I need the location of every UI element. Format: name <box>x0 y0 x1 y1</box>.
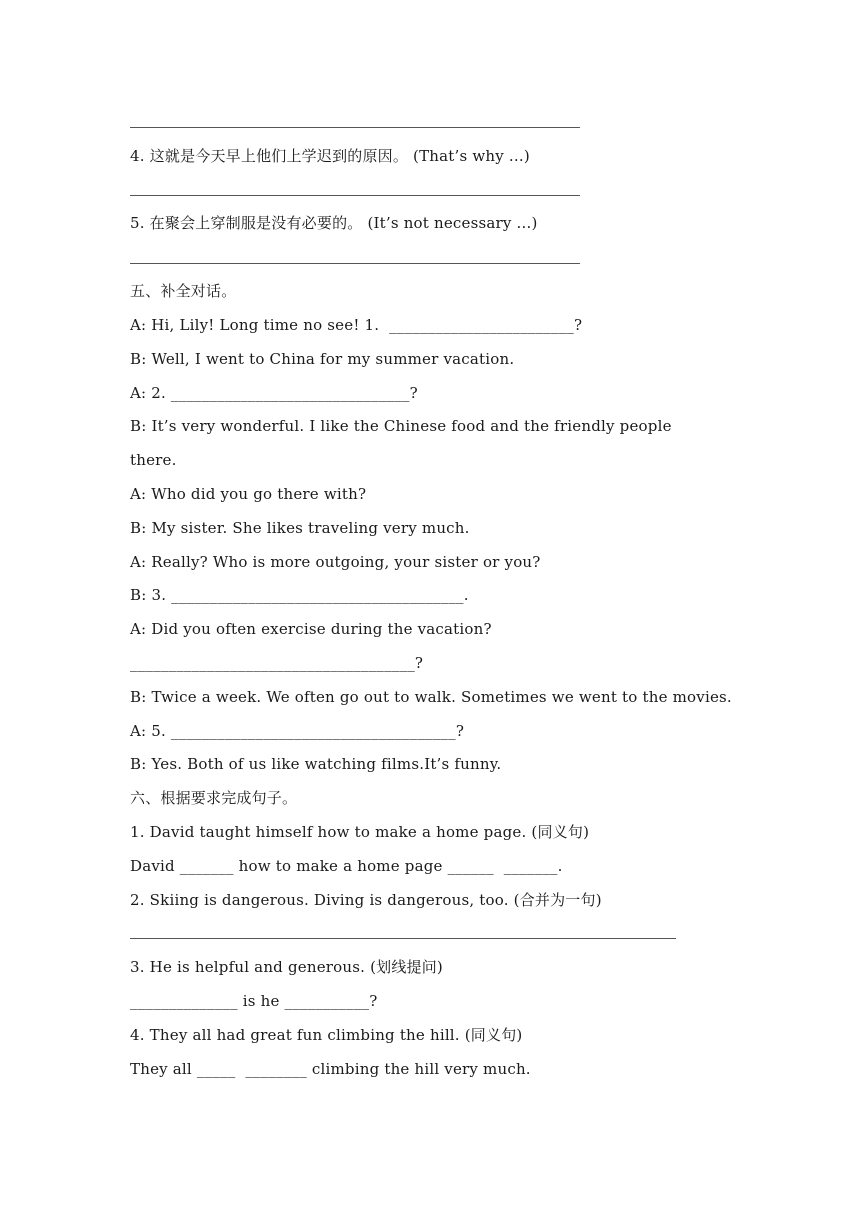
dialogue-line: B: Well, I went to China for my summer vacation. <box>130 350 515 368</box>
answer-line <box>130 263 580 264</box>
dialogue-line: A: 5. _____________________________________? <box>130 722 465 740</box>
dialogue-line: B: It’s very wonderful. I like the Chinese food and the friendly people <box>130 417 672 435</box>
question-4: 4. 这就是今天早上他们上学迟到的原因。 (That’s why ...) <box>130 147 530 165</box>
dialogue-line: B: Yes. Both of us like watching films.It’s funny. <box>130 755 502 773</box>
exercise-line: David _______ how to make a home page ______ _______. <box>130 857 563 875</box>
dialogue-line: A: Really? Who is more outgoing, your sister or you? <box>130 553 541 571</box>
question-5: 5. 在聚会上穿制服是没有必要的。 (It’s not necessary ...) <box>130 214 538 232</box>
dialogue-line: A: Did you often exercise during the vacation? <box>130 620 492 638</box>
dialogue-line: B: 3. ______________________________________. <box>130 586 469 604</box>
dialogue-line: B: My sister. She likes traveling very much. <box>130 519 470 537</box>
section-5-heading: 五、补全对话。 <box>130 282 237 300</box>
answer-line <box>130 195 580 196</box>
exercise-line: 3. He is helpful and generous. (划线提问) <box>130 958 443 976</box>
answer-line <box>130 938 676 939</box>
dialogue-line: B: Twice a week. We often go out to walk. Sometimes we went to the movies. <box>130 688 732 706</box>
dialogue-line: A: Hi, Lily! Long time no see! 1. ________________________? <box>130 316 583 334</box>
exercise-line: 2. Skiing is dangerous. Diving is dangerous, too. (合并为一句) <box>130 891 602 909</box>
dialogue-line: A: 2. _______________________________? <box>130 384 418 402</box>
exercise-line: ______________ is he ___________? <box>130 992 378 1010</box>
exercise-line: 4. They all had great fun climbing the hill. (同义句) <box>130 1026 523 1044</box>
exercise-line: They all _____ ________ climbing the hill very much. <box>130 1060 531 1078</box>
dialogue-line: A: Who did you go there with? <box>130 485 367 503</box>
dialogue-line: there. <box>130 451 177 469</box>
answer-line <box>130 127 580 128</box>
section-6-heading: 六、根据要求完成句子。 <box>130 789 298 807</box>
exercise-line: 1. David taught himself how to make a home page. (同义句) <box>130 823 590 841</box>
dialogue-line: _____________________________________? <box>130 654 424 672</box>
